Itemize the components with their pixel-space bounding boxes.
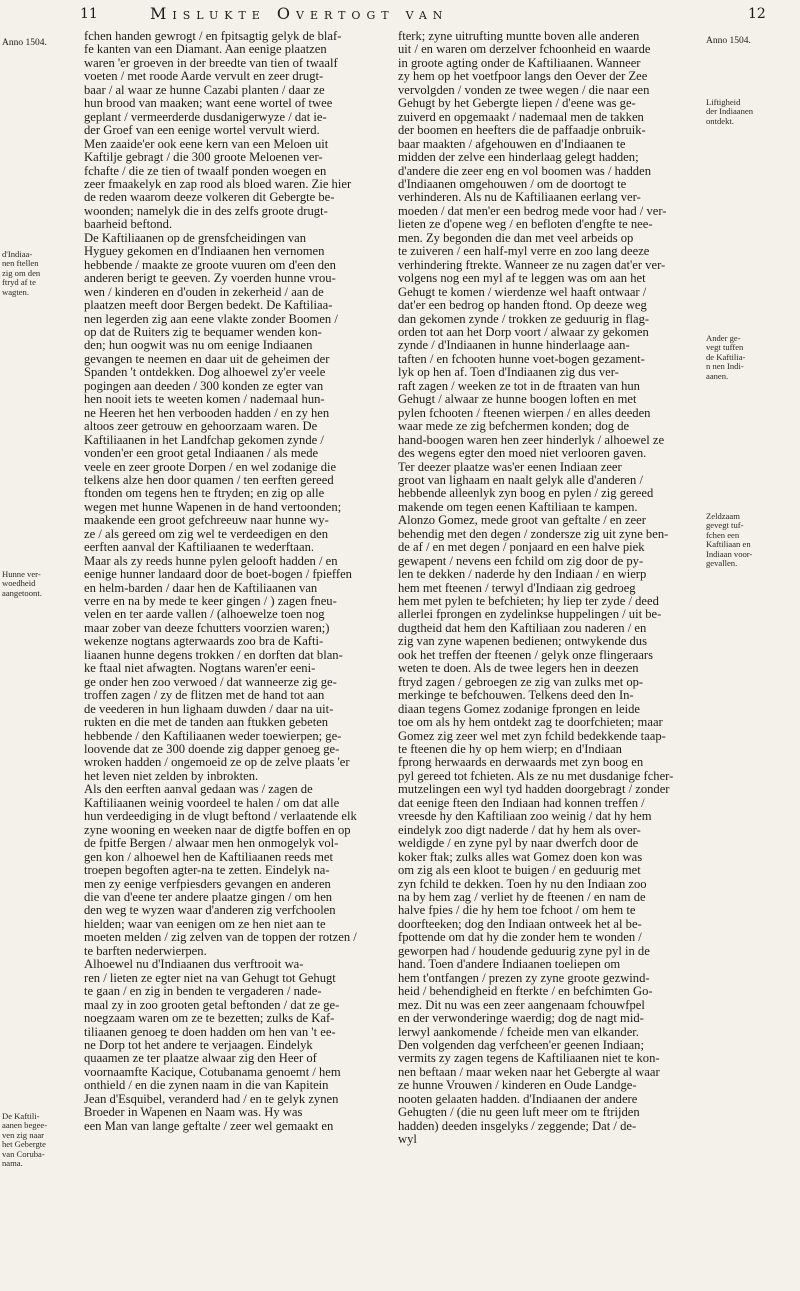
- margin-note-line: Ander ge-: [706, 333, 741, 343]
- text-line: zyn fchild te dekken. Toen hy nu den Indiaan zoo: [398, 876, 647, 891]
- text-line: zeer fmaakelyk en zap rood als bloed waren. Zie hier: [84, 176, 352, 191]
- text-line: troepen begoften agter-na te zetten. Eindelyk na-: [84, 863, 330, 878]
- text-line: telkens alze hen door quamen / ten eerften gereed: [84, 472, 334, 487]
- text-line: den; hun oogwit was nu om eenige Indiaanen: [84, 338, 313, 353]
- text-line: makende om tegen eenen Kaftiliaan te kampen.: [398, 499, 638, 514]
- text-line: velen en ter aarde vallen / (alhoewelze toen nog: [84, 607, 325, 622]
- text-line: waren 'er groeven in der breedte van tien of twaalf: [84, 55, 338, 70]
- text-line: die van d'eene ter andere plaatze gingen / om hen: [84, 890, 333, 904]
- text-line: Kaftilje gebragt / die 300 groote Meloenen ver-: [84, 150, 323, 165]
- text-line: maakende een groot gefchreeuw naar hunne wy-: [84, 513, 329, 528]
- text-line: tiliaanen genoeg te doen hadden om hen van 't ee-: [84, 1024, 336, 1039]
- margin-note-line: der Indiaanen: [706, 106, 754, 117]
- text-line: baar maakten / afgehouwen en d'Indiaanen te: [398, 136, 626, 151]
- text-line: na by hem zag / verliet hy de fteenen / en nam de: [398, 890, 646, 904]
- margin-note-line: ftryd af te: [2, 277, 36, 288]
- text-line: ren / lieten ze egter niet na van Gehugt tot Gehugt: [84, 970, 336, 985]
- text-line: des wegens egter den moed niet verlooren gaven.: [398, 446, 647, 461]
- text-line: d'andere die zeer eng en vol boomen was / hadden: [398, 163, 651, 178]
- text-line: vreesde hy den Kaftiliaan zoo weinig / dat hy hem: [398, 809, 652, 824]
- text-line: eenige hunner landaard door de boet-bogen / fpieffen: [84, 567, 352, 582]
- text-line: Jean d'Esquibel, veranderd had / en te gelyk zynen: [84, 1091, 339, 1106]
- page-number-right: 12: [748, 6, 766, 22]
- text-line: nooten gelaaten hadden. d'Indiaanen der andere: [398, 1091, 638, 1106]
- text-line: maal zy in zoo grooten getal beftonden / dat ze ge-: [84, 997, 340, 1012]
- text-line: troffen zagen / zy de flitzen met de hand tot aan: [84, 688, 325, 703]
- text-line: zuiverd en opgemaakt / nademaal men de takken: [398, 109, 644, 124]
- text-line: der Groef van een eenige wortel vervult wierd.: [84, 123, 320, 138]
- margin-note-left-1: [2, 250, 76, 297]
- text-line: merkinge te befchouwen. Telkens deed den In-: [398, 688, 634, 703]
- text-line: rukten en die met de tanden aan ftukken gebeten: [84, 715, 329, 730]
- text-line: te barften nederwierpen.: [84, 943, 207, 958]
- text-line: wen / kinderen en d'ouden in zekerheid / aan de: [84, 284, 324, 299]
- text-line: ge onder hen zoo verwoed / dat wanneerze zig ge-: [84, 674, 337, 689]
- text-line: zynde / d'Indiaanen in hunne hinderlaage aan-: [398, 338, 630, 353]
- text-line: Gehugt te komen / wierdenze wel haaft ontwaar /: [398, 284, 647, 299]
- text-line: fchafte / die ze tien of twaalf ponden woegen en: [84, 163, 327, 178]
- text-line: allerlei fprongen en zydelinkse huppelingen / uit be-: [398, 607, 662, 622]
- text-line: ne Heeren het hen verbooden hadden / en zy hen: [84, 405, 330, 420]
- text-line: heid / behendigheid en fterkte / en befchimten Go-: [398, 984, 653, 999]
- text-line: de veederen in hun lighaam duwden / daar na uit-: [84, 701, 334, 716]
- text-line: der boomen en heefters die de paffaadje onbruik-: [398, 123, 646, 138]
- text-line: hielden; waar van eenigen om ze hen niet aan te: [84, 916, 326, 931]
- text-line: hun brood van maaken; want eene wortel of twee: [84, 96, 333, 111]
- margin-note-right-3: [706, 512, 796, 568]
- margin-note-line: woedheid: [2, 578, 36, 589]
- text-line: en helm-barden / daar hen de Kaftiliaanen van: [84, 580, 318, 595]
- margin-note-line: aangetoont.: [2, 587, 42, 598]
- text-line: dat eenige fteen den Indiaan had konnen treffen /: [398, 795, 645, 810]
- text-line: den weg te wyzen waar d'anderen zig verfchoolen: [84, 903, 336, 918]
- text-line: men zy eenige verfpiesders gevangen en anderen: [84, 876, 331, 891]
- text-line: baar / al waar ze hunne Cazabi planten / daar ze: [84, 82, 325, 97]
- margin-note-right-2: [706, 334, 796, 381]
- text-line: wegen met hunne Wapenen in de hand vertoonden;: [84, 499, 342, 514]
- text-line: Gehugten / (die nu geen luft meer om te ftrijden: [398, 1105, 640, 1120]
- margin-note-line: n nen Indi-: [706, 361, 744, 372]
- text-line: de reden waarom deeze volkeren dit Gebergte be-: [84, 190, 335, 205]
- text-line: pylen fchooten / fteenen wierpen / en alles deeden: [398, 405, 651, 420]
- text-line: lerwyl aankomende / fcheide men van elkander.: [398, 1024, 639, 1039]
- text-line: ke ftaal niet afwagten. Nogtans waren'er eeni-: [84, 661, 316, 676]
- text-line: fpottende om dat hy die zonder hem te wonden /: [398, 930, 642, 945]
- text-line: uit / en waren om derzelver fchoonheid en waarde: [398, 42, 651, 57]
- running-header: [0, 4, 800, 26]
- margin-note-line: Hunne ver-: [2, 569, 41, 579]
- text-line: verhindering ftrekte. Wanneer ze nu zagen dat'er ver-: [398, 257, 666, 272]
- text-line: hem met pylen te befchieten; hy liep ter zyde / deed: [398, 594, 659, 609]
- text-line: len te dekken / naderde hy den Indiaan / en wierp: [398, 567, 647, 582]
- text-line: anderen berigt te geeven. Zy voerden hunne vrou-: [84, 271, 336, 286]
- text-line: en der verwonderinge waerdig; dog de nagt mid-: [398, 1011, 644, 1026]
- text-line: in groote agting onder de Kaftiliaanen. Wanneer: [398, 55, 641, 70]
- text-line: raft zagen / weeken ze tot in de ftraaten van hun: [398, 378, 640, 393]
- running-title: Mislukte Overtogt van: [150, 4, 449, 23]
- text-line: zy hem op het voetfpoor langs den Oever der Zee: [398, 69, 648, 84]
- text-line: Alonzo Gomez, mede groot van geftalte / en zeer: [398, 513, 646, 528]
- text-line: geworpen had / houdende geduurig zyne pyl in de: [398, 943, 650, 958]
- margin-note-left-2: [2, 570, 76, 598]
- text-line: koker ftak; zulks alles wat Gomez doen kon was: [398, 849, 643, 864]
- text-line: groot van lighaam en naalt gelyk alle d'anderen /: [398, 472, 643, 487]
- text-line: diaan tegens Gomez zodanige fprongen en leide: [398, 701, 640, 716]
- margin-note-line: nen ftellen: [2, 258, 39, 269]
- margin-note-left-3: [2, 1112, 76, 1168]
- margin-note-line: ven zig naar: [2, 1129, 44, 1140]
- text-line: Gehugt by het Gebergte liepen / d'eene was ge-: [398, 96, 636, 111]
- text-line: behendig met den degen / zondersze zig uit zyne ben-: [398, 526, 669, 541]
- text-line: midden der zelve een hinderlaag gelegt hadden;: [398, 150, 639, 165]
- text-line: Als den eerften aanval gedaan was / zagen de: [84, 782, 313, 797]
- text-line: men. Zy begonden die dan met veel arbeids op: [398, 230, 634, 245]
- margin-note-line: het Gebergte: [2, 1139, 46, 1150]
- text-line: maar zober van deeze fchutters voorzien waren;): [84, 620, 330, 635]
- text-line: op dat de Ruiters zig te bequamer wenden kon-: [84, 324, 322, 339]
- text-column-right: [398, 30, 698, 1147]
- text-line: gevangen te neemen en daar uit de geheimen der: [84, 351, 330, 366]
- text-line: verhinderen. Als nu de Kaftiliaanen eerlang ver-: [398, 190, 641, 205]
- margin-note-line: wagten.: [2, 286, 29, 297]
- margin-note-line: aanen begee-: [2, 1120, 48, 1131]
- text-line: geplant / vermeerderde dusdanigerwyze / dat ie-: [84, 109, 327, 124]
- text-line: baarheid beftond.: [84, 217, 173, 232]
- text-line: waar mede ze zig befchermen konden; dog de: [398, 419, 630, 434]
- text-line: een Man van lange geftalte / zeer wel gemaakt en: [84, 1118, 334, 1133]
- text-line: fprong herwaards en derwaards met zyn boog en: [398, 755, 644, 770]
- margin-note-line: De Kaftili-: [2, 1111, 40, 1121]
- text-line: hun verdeediging in de vlugt beftond / verlaatende elk: [84, 809, 357, 824]
- text-line: hebbende / maakte ze groote vuuren om d'een den: [84, 257, 336, 272]
- text-line: lieten ze d'opene weg / en befloten d'engfte te nee-: [398, 217, 653, 232]
- text-line: Kaftiliaanen weinig voordeel te halen / om dat alle: [84, 795, 340, 810]
- text-line: lyk op hen af. Toen d'Indiaanen zig dus ver-: [398, 365, 619, 380]
- margin-note-line: zig om den: [2, 267, 41, 278]
- text-line: moeden / dat men'er een bedrog mede voor had / ver-: [398, 203, 667, 218]
- text-line: volgens nog een myl af te leggen was om aan het: [398, 271, 646, 286]
- text-line: wroken hadden / ongemoeid ze op de zelve plaats 'er: [84, 755, 350, 770]
- text-line: hem met fteenen / terwyl d'Indiaan zig gedroeg: [398, 580, 636, 595]
- text-line: ze / als gereed om zig wel te verdeedigen en den: [84, 526, 329, 541]
- text-line: Maar als zy reeds hunne pylen gelooft hadden / en: [84, 553, 338, 568]
- margin-note-line: nama.: [2, 1158, 23, 1169]
- text-line: te gaan / en zig in benden te vergaderen / nade-: [84, 984, 322, 999]
- margin-note-line: Liftigheid: [706, 97, 741, 107]
- text-line: mutzelingen een wyl tyd hadden doorgebragt / zonder: [398, 782, 670, 797]
- text-line: eerften aanval der Kaftiliaanen te wederftaan.: [84, 540, 315, 555]
- text-line: gen kon / alhoewel hen de Kaftiliaanen reeds met: [84, 849, 333, 864]
- text-line: hand-boogen waren hen zeer hinderlyk / alhoewel ze: [398, 432, 665, 447]
- text-line: wekenze nogtans agterwaards zoo bra de Kafti-: [84, 634, 324, 649]
- margin-note-line: de Kaftilia-: [706, 351, 746, 362]
- text-line: onthield / en die zynen naam in die van Kapitein: [84, 1078, 329, 1093]
- text-line: doorfteeken; dog den Indiaan ontweek het al be-: [398, 916, 642, 931]
- text-line: nen beftaan / maar weken naar het Gebergte al waar: [398, 1064, 660, 1079]
- text-line: Den volgenden dag verfcheen'er geenen Indiaan;: [398, 1037, 644, 1052]
- text-line: ne Dorp tot het andere te verjaagen. Eindelyk: [84, 1037, 313, 1052]
- text-line: d'Indiaanen omgehouwen / om de doortogt te: [398, 176, 627, 191]
- text-line: Broeder in Wapenen en Naam was. Hy was: [84, 1105, 303, 1120]
- text-line: voeten / met roode Aarde vervult en zeer drugt-: [84, 69, 324, 84]
- margin-note-line: fchen een: [706, 529, 740, 540]
- text-line: het leven niet zelden by inbrokten.: [84, 768, 259, 783]
- text-line: Kaftiliaanen in het Landfchap gekomen zynde /: [84, 432, 324, 447]
- text-line: zyne wooning en weeken naar de digtfe boffen en op: [84, 822, 351, 837]
- text-line: de af / en met degen / ponjaard en een halve piek: [398, 540, 645, 555]
- text-line: weldigde / en zyne pyl by naar dwerfch door de: [398, 836, 639, 851]
- text-line: ze hunne Vrouwen / kinderen en Oude Landge-: [398, 1078, 637, 1093]
- margin-note-line: vegt tuffen: [706, 342, 744, 353]
- text-line: vermits zy zagen tegens de Kaftiliaanen niet te kon-: [398, 1051, 660, 1066]
- text-line: hadden) deeden insgelyks / zeggende; Dat / de-: [398, 1118, 637, 1133]
- text-line: weten te doen. Als de twee legers hen in deezen: [398, 661, 639, 676]
- text-line: mez. Dit nu was een zeer aangenaam fchouwfpel: [398, 997, 645, 1012]
- text-line: fe kanten van een Diamant. Aan eenige plaatzen: [84, 42, 327, 57]
- text-line: de fpitfe Bergen / alwaar men hen onmogelyk vol-: [84, 836, 339, 851]
- text-line: dugtheid dat hem den Kaftiliaan zou naderen / en: [398, 620, 647, 635]
- text-line: Gomez zig zeer wel met zyn fchild bedekkende taap-: [398, 728, 666, 743]
- margin-year-left: Anno 1504.: [2, 38, 47, 48]
- text-line: taften / en fchooten hunne voet-bogen gezament-: [398, 351, 645, 366]
- text-line: pogingen aan deeden / 300 konden ze egter van: [84, 378, 324, 393]
- text-line: halve fpies / die hy hem toe fchoot / om hem te: [398, 903, 636, 918]
- text-line: wyl: [398, 1132, 417, 1147]
- text-line: vervolgden / vonden ze twee wegen / die naar een: [398, 82, 650, 97]
- text-line: pyl gereed tot fchieten. Als ze nu met dusdanige fcher-: [398, 768, 674, 783]
- text-line: liaanen hunne degens trokken / en dorften dat blan-: [84, 647, 343, 662]
- margin-note-line: Indiaan voor-: [706, 548, 753, 559]
- text-line: zig van zyne wapenen bedienen; ontwykende dus: [398, 634, 647, 649]
- text-line: ftryd zagen / gebroegen ze zig van zulks met op-: [398, 674, 644, 689]
- text-line: ftonden om tegens hen te ftryden; en zig op alle: [84, 486, 325, 501]
- text-line: plaatzen meeft door Bergen bedekt. De Kaftiliaa-: [84, 298, 333, 313]
- text-line: verre en na by mede te keer gingen / ) zagen fneu-: [84, 594, 337, 609]
- text-line: hem t'ontfangen / prezen zy zyne groote gezwind-: [398, 970, 650, 985]
- text-line: Alhoewel nu d'Indiaanen dus verftrooit wa-: [84, 957, 304, 972]
- margin-note-line: van Coruba-: [2, 1148, 45, 1159]
- text-line: moeten melden / zig zelven van de toppen der rotzen /: [84, 930, 357, 945]
- text-line: Hyguey gekomen en d'Indiaanen hen vernomen: [84, 244, 325, 259]
- margin-year-right: Anno 1504.: [706, 36, 751, 46]
- margin-note-line: Zeldzaam: [706, 511, 740, 521]
- text-line: voornaamfte Kacique, Cotubanama genoemt / hem: [84, 1064, 341, 1079]
- text-line: fterk; zyne uitrufting muntte boven alle anderen: [398, 29, 640, 43]
- text-line: altoos zeer getrouw en gehoorzaam waren. De: [84, 419, 318, 434]
- text-line: dan gekomen zynde / trokken ze geduurig in flag-: [398, 311, 650, 326]
- text-line: hand. Toen d'andere Indiaanen toeliepen om: [398, 957, 621, 972]
- margin-note-right-1: [706, 98, 796, 126]
- text-line: orden tot aan het Dorp voort / alwaar zy gekomen: [398, 324, 649, 339]
- text-line: te fteenen die hy op hem wierp; en d'Indiaan: [398, 742, 622, 757]
- text-column-left: [84, 30, 390, 1133]
- text-line: hen nooit iets te weeten komen / nademaal hun-: [84, 392, 325, 407]
- page-number-left: 11: [80, 6, 98, 22]
- text-line: dat'er een bedrog op handen ftond. Op deeze weg: [398, 298, 647, 313]
- text-line: nen legerden zig aan eene vlakte zonder Boomen /: [84, 311, 338, 326]
- text-line: Spanden 't ontdekken. Dog alhoewel zy'er veele: [84, 365, 326, 380]
- margin-note-line: aanen.: [706, 370, 729, 381]
- text-line: vonden'er een groot getal Indiaanen / als mede: [84, 446, 319, 461]
- text-line: hebbende / den Kaftiliaanen weder toewierpen; ge-: [84, 728, 342, 743]
- text-line: Men zaaide'er ook eene kern van een Meloen uit: [84, 136, 329, 151]
- text-line: toe om als hy hem ontdekt zag te doorfchieten; maar: [398, 715, 663, 730]
- text-line: te zuiveren / een half-myl verre en zoo lang deeze: [398, 244, 650, 259]
- text-line: ook het treffen der fteenen / gelyk onze flingeraars: [398, 647, 654, 662]
- text-line: veele en zeer groote Dorpen / en wel zodanige die: [84, 459, 337, 474]
- text-line: gewapent / nevens een fchild om zig door de py-: [398, 553, 644, 568]
- text-line: noegzaam waren om ze te bezetten; zulks de Kaf-: [84, 1011, 335, 1026]
- text-line: om zig als een kloot te buigen / en geduurig met: [398, 863, 641, 878]
- text-line: hebbende alleenlyk zyn boog en pylen / zig gereed: [398, 486, 654, 501]
- margin-note-line: ontdekt.: [706, 115, 734, 126]
- text-line: fchen handen gewrogt / en fpitsagtig gelyk de blaf-: [84, 29, 342, 43]
- text-line: Gehugt / alwaar ze hunne boogen loften en met: [398, 392, 637, 407]
- margin-note-line: d'Indiaa-: [2, 249, 33, 259]
- text-line: woonden; namelyk die in des zelfs groote drugt-: [84, 203, 328, 218]
- text-line: Ter deezer plaatze was'er eenen Indiaan zeer: [398, 459, 622, 474]
- margin-note-line: Kaftiliaan en: [706, 539, 751, 550]
- text-line: quaamen ze ter plaatze alwaar zig den Heer of: [84, 1051, 317, 1066]
- margin-note-line: gevegt tuf-: [706, 520, 744, 531]
- text-line: eindelyk zoo digt naderde / dat hy hem als over-: [398, 822, 641, 837]
- margin-note-line: gevallen.: [706, 558, 738, 569]
- text-line: De Kaftiliaanen op de grensfcheidingen van: [84, 230, 307, 245]
- text-line: loovende dat ze 300 doende zig dapper genoeg ge-: [84, 742, 340, 757]
